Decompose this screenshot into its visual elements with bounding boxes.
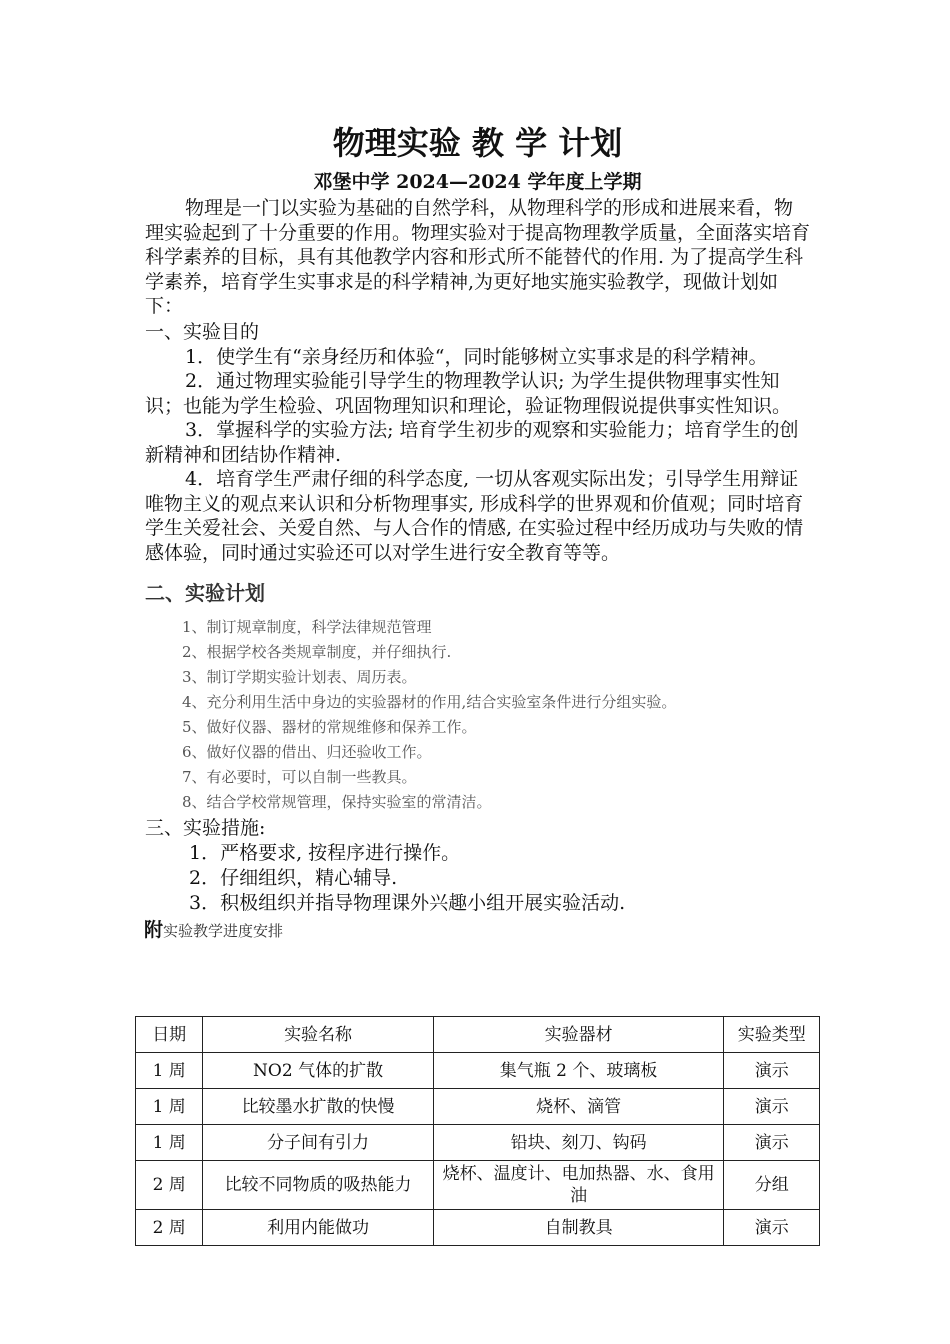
cell-date: 2 周 [136,1161,203,1210]
plan-item: 1、制订规章制度，科学法律规范管理 [182,618,432,636]
plan-item: 2、根据学校各类规章制度，并仔细执行. [182,643,452,661]
purpose-item: 1．使学生有“亲身经历和体验“，同时能够树立实事求是的科学精神。 [185,345,768,368]
table-row [136,1089,820,1125]
appendix-caption-text: 实验教学进度安排 [163,922,284,940]
plan-item: 3、制订学期实验计划表、周历表。 [182,668,417,686]
purpose-item: 3．掌握科学的实验方法; 培育学生初步的观察和实验能力；培育学生的创新精神和团结协作精神. [145,419,799,466]
column-header-type: 实验类型 [724,1017,820,1053]
purpose-item: 4．培育学生严肃仔细的科学态度, 一切从客观实际出发；引导学生用辩证唯物主义的观点来认识和分析物理事实, 形成科学的世界观和价值观；同时培育学生关爱社会、关爱自然、与人合作的情感, 在实验过程中经历成功与失败的情感体验，同时通过实验还可以对学生进行安全教育等等。 [145,468,804,564]
intro-paragraph: 物理是一门以实验为基础的自然学科，从物理科学的形成和进展来看，物理实验起到了十分重要的作用。物理实验对于提高物理教学质量，全面落实培育科学素养的目标，具有其他教学内容和形式所不能替代的作用. 为了提高学生科学素养，培育学生实事求是的科学精神,为更好地实施实验教学，现做计划如下： [145,197,811,317]
cell-experiment: 利用内能做功 [203,1210,433,1246]
measure-item: 1．严格要求, 按程序进行操作。 [189,842,461,864]
table-row [136,1161,820,1210]
table-row [136,1210,820,1246]
table-row [136,1125,820,1161]
cell-equipment: 集气瓶 2 个、玻璃板 [433,1053,724,1089]
appendix-caption [144,918,810,943]
cell-type: 分组 [724,1161,820,1210]
purpose-item: 2．通过物理实验能引导学生的物理教学认识; 为学生提供物理事实性知识；也能为学生检验、巩固物理知识和理论，验证物理假说提供事实性知识。 [145,370,792,417]
cell-type: 演示 [724,1125,820,1161]
plan-list [145,615,810,815]
table-row [136,1053,820,1089]
plan-item: 7、有必要时，可以自制一些教具。 [182,768,417,786]
column-header-equipment: 实验器材 [433,1017,724,1053]
appendix-prefix: 附 [144,919,164,941]
plan-item: 4、充分利用生活中身边的实验器材的作用,结合实验室条件进行分组实验。 [182,693,677,711]
cell-equipment: 自制教具 [433,1210,724,1246]
cell-experiment: 分子间有引力 [203,1125,433,1161]
measure-item: 3．积极组织并指导物理课外兴趣小组开展实验活动. [189,892,626,914]
section-heading-measures: 三、实验措施: [145,817,266,839]
table-header-row [136,1017,820,1053]
cell-experiment: 比较墨水扩散的快慢 [203,1089,433,1125]
cell-type: 演示 [724,1053,820,1089]
section-heading-purpose: 一、实验目的 [145,320,260,343]
cell-equipment: 铅块、刻刀、钩码 [433,1125,724,1161]
document-page [145,118,810,943]
plan-item: 6、做好仪器的借出、归还验收工作。 [182,743,432,761]
cell-date: 1 周 [136,1053,203,1089]
cell-experiment: 比较不同物质的吸热能力 [203,1161,433,1210]
column-header-experiment: 实验名称 [203,1017,433,1053]
section-heading-plan: 二、实验计划 [145,581,265,605]
document-subtitle: 邓堡中学 2024—2024 学年度上学期 [313,171,642,193]
cell-type: 演示 [724,1210,820,1246]
cell-date: 1 周 [136,1089,203,1125]
cell-date: 1 周 [136,1125,203,1161]
measure-item: 2．仔细组织，精心辅导. [189,867,398,889]
cell-equipment: 烧杯、滴管 [433,1089,724,1125]
cell-experiment: NO2 气体的扩散 [203,1053,433,1089]
column-header-date: 日期 [136,1017,203,1053]
plan-item: 8、结合学校常规管理，保持实验室的常清洁。 [182,793,492,811]
schedule-table [135,1016,820,1246]
document-title: 物理实验 教 学 计划 [332,124,623,162]
cell-date: 2 周 [136,1210,203,1246]
plan-item: 5、做好仪器、器材的常规维修和保养工作。 [182,718,477,736]
cell-type: 演示 [724,1089,820,1125]
cell-equipment: 烧杯、温度计、电加热器、水、食用油 [433,1161,724,1210]
